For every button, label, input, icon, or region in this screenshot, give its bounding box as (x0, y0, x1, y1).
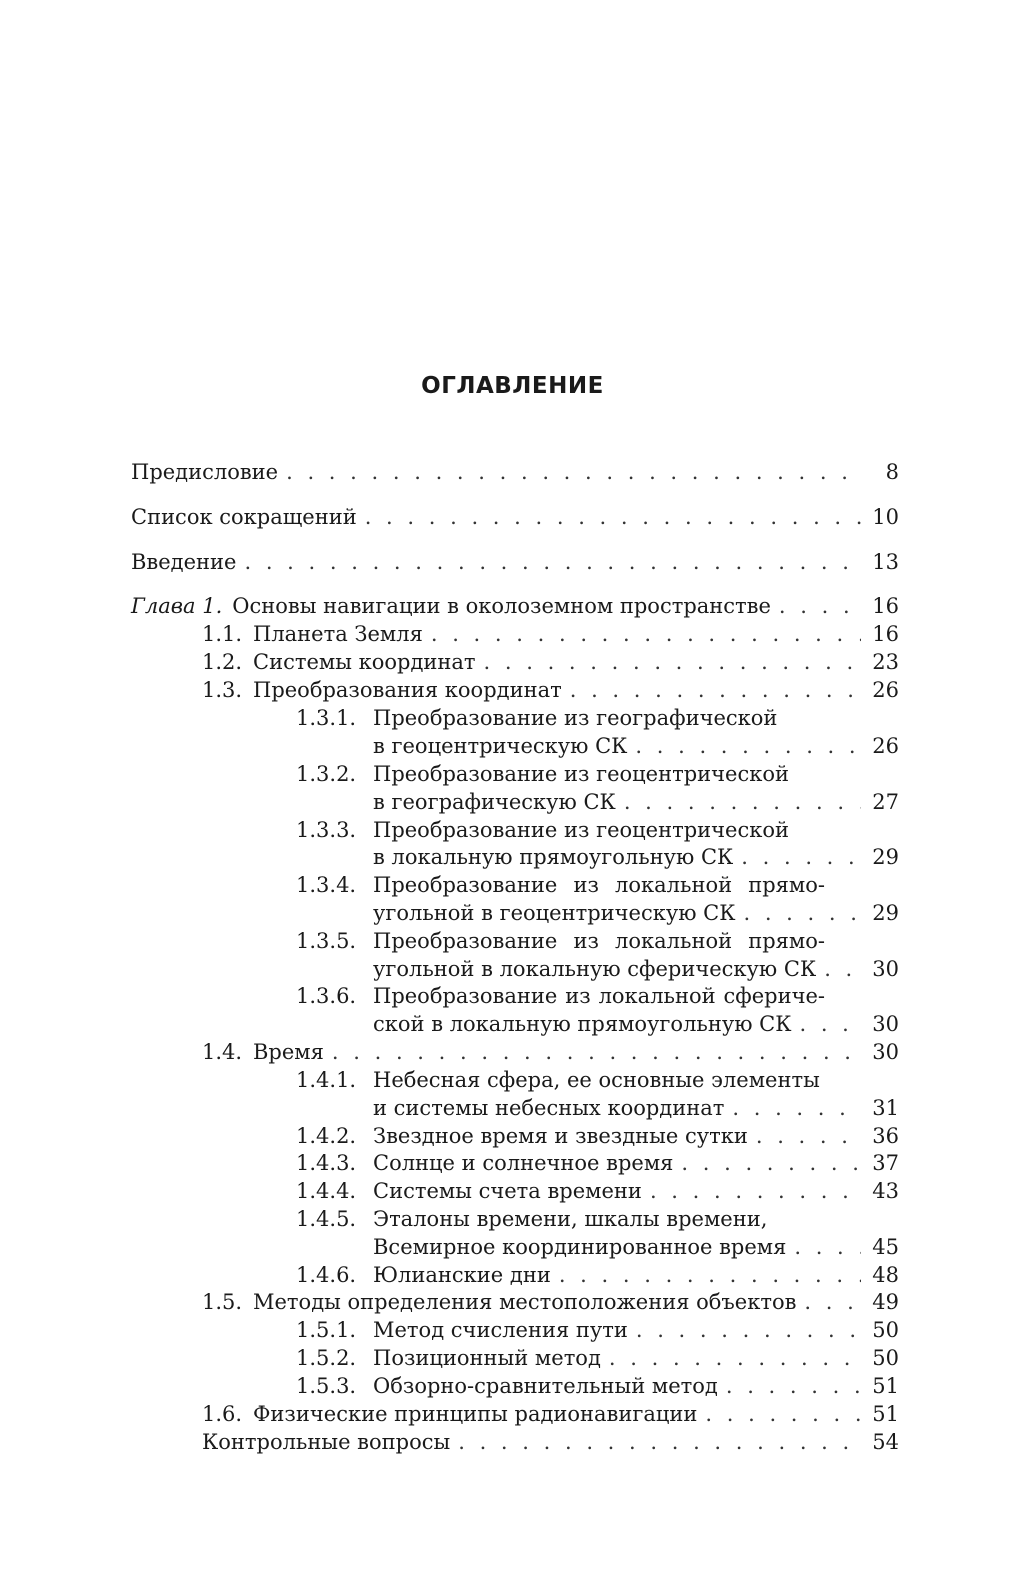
section-number: 1.3.2. (296, 762, 357, 786)
dot-leader (365, 503, 861, 531)
entry-title-continued: в геоцентрическую СК (373, 734, 628, 758)
toc-entry-1-1[interactable] (202, 620, 899, 648)
section-number: 1.4.4. (296, 1179, 357, 1203)
toc-entry-1-4-5-line2[interactable] (373, 1233, 899, 1261)
page-number: 45 (872, 1235, 899, 1259)
dot-leader (559, 1261, 861, 1289)
dot-leader (741, 843, 861, 871)
entry-title: Список сокращений (131, 505, 357, 529)
dot-leader (650, 1177, 861, 1205)
page-number: 16 (872, 622, 899, 646)
toc-entry-1-3-3-line1[interactable] (296, 816, 899, 844)
page-title: ОГЛАВЛЕНИЕ (421, 373, 604, 399)
toc-entry-1-5[interactable] (202, 1288, 899, 1316)
entry-title: Преобразования координат (253, 678, 562, 702)
toc-entry-1-3-2-line1[interactable] (296, 760, 899, 788)
page-number: 10 (872, 505, 899, 529)
dot-leader (458, 1428, 861, 1456)
dot-leader (705, 1400, 861, 1428)
entry-title: Преобразование из локальной сфериче- (373, 984, 825, 1008)
dot-leader (794, 1233, 861, 1261)
page-number: 30 (872, 957, 899, 981)
page-number: 29 (872, 901, 899, 925)
toc-entry-1-5-1[interactable] (296, 1316, 899, 1344)
toc-entry-1-3-6-line2[interactable] (373, 1010, 899, 1038)
toc-entry-1-4-4[interactable] (296, 1177, 899, 1205)
toc-entry-control-questions[interactable] (202, 1428, 899, 1456)
toc-entry-1-5-2[interactable] (296, 1344, 899, 1372)
entry-title: Солнце и солнечное время (373, 1151, 674, 1175)
page-number: 23 (872, 650, 899, 674)
entry-title: Введение (131, 550, 237, 574)
dot-leader (779, 592, 861, 620)
entry-title: Преобразование из локальной прямо- (373, 929, 825, 953)
entry-title: Преобразование из геоцентрической (373, 818, 789, 842)
entry-title: Основы навигации в околоземном пространстве (232, 594, 771, 618)
toc-entry-1-5-3[interactable] (296, 1372, 899, 1400)
section-number: 1.3.4. (296, 873, 357, 897)
page-number: 27 (872, 790, 899, 814)
toc-entry-1-4-2[interactable] (296, 1122, 899, 1150)
toc-entry-preface[interactable] (131, 458, 899, 486)
toc-entry-1-4-1-line2[interactable] (373, 1094, 899, 1122)
section-number: 1.6. (202, 1402, 243, 1426)
entry-title: Планета Земля (253, 622, 423, 646)
entry-title: Системы счета времени (373, 1179, 642, 1203)
entry-title: Преобразование из геоцентрической (373, 762, 789, 786)
toc-entry-1-4-1-line1[interactable] (296, 1066, 899, 1094)
toc-entry-1-3-1-line1[interactable] (296, 704, 899, 732)
dot-leader (635, 732, 861, 760)
toc-entry-1-3-5-line1[interactable] (296, 927, 899, 955)
page-number: 30 (872, 1040, 899, 1064)
entry-title: Позиционный метод (373, 1346, 601, 1370)
page-number: 43 (872, 1179, 899, 1203)
entry-title: Время (253, 1040, 324, 1064)
toc-entry-chapter-1[interactable] (131, 592, 899, 620)
toc-entry-1-3[interactable] (202, 676, 899, 704)
section-number: 1.4.5. (296, 1207, 357, 1231)
dot-leader (756, 1122, 861, 1150)
section-number: 1.3.5. (296, 929, 357, 953)
dot-leader (681, 1149, 861, 1177)
toc-entry-1-3-2-line2[interactable] (373, 788, 899, 816)
dot-leader (743, 899, 861, 927)
page-number: 8 (885, 460, 899, 484)
toc-entry-1-4-6[interactable] (296, 1261, 899, 1289)
dot-leader (732, 1094, 861, 1122)
entry-title: Эталоны времени, шкалы времени, (373, 1207, 768, 1231)
entry-title-continued: угольной в локальную сферическую СК (373, 957, 817, 981)
dot-leader (636, 1316, 861, 1344)
toc-entry-1-6[interactable] (202, 1400, 899, 1428)
section-number: 1.4.6. (296, 1263, 357, 1287)
page-number: 36 (872, 1124, 899, 1148)
page-number: 54 (872, 1430, 899, 1454)
dot-leader (570, 676, 861, 704)
toc-entry-1-3-4-line1[interactable] (296, 871, 899, 899)
section-number: 1.3.1. (296, 706, 357, 730)
dot-leader (804, 1288, 861, 1316)
entry-title-continued: Всемирное координированное время (373, 1235, 787, 1259)
section-number: 1.5.1. (296, 1318, 357, 1342)
section-number: 1.3.6. (296, 984, 357, 1008)
section-number: 1.4. (202, 1040, 243, 1064)
section-number: 1.1. (202, 622, 243, 646)
toc-entry-introduction[interactable] (131, 548, 899, 576)
entry-title: Системы координат (253, 650, 476, 674)
page-number: 30 (872, 1012, 899, 1036)
dot-leader (332, 1038, 861, 1066)
page-number: 37 (872, 1151, 899, 1175)
page-number: 48 (872, 1263, 899, 1287)
entry-title: Небесная сфера, ее основные элементы (373, 1068, 820, 1092)
section-number: 1.5. (202, 1290, 243, 1314)
section-number: 1.5.3. (296, 1374, 357, 1398)
dot-leader (624, 788, 861, 816)
entry-title-continued: и системы небесных координат (373, 1096, 725, 1120)
page-number: 26 (872, 734, 899, 758)
page-number: 49 (872, 1290, 899, 1314)
toc-entry-1-3-6-line1[interactable] (296, 982, 899, 1010)
dot-leader (484, 648, 861, 676)
toc-entry-abbreviations[interactable] (131, 503, 899, 531)
toc-entry-1-4-3[interactable] (296, 1149, 899, 1177)
section-number: 1.3.3. (296, 818, 357, 842)
toc-entry-1-3-5-line2[interactable] (373, 955, 899, 983)
chapter-label: Глава 1. (131, 594, 223, 618)
dot-leader (286, 458, 861, 486)
entry-title: Предисловие (131, 460, 279, 484)
toc-entry-1-3-1-line2[interactable] (373, 732, 899, 760)
dot-leader (799, 1010, 861, 1038)
page-number: 51 (872, 1402, 899, 1426)
dot-leader (244, 548, 861, 576)
entry-title-continued: в географическую СК (373, 790, 616, 814)
section-number: 1.5.2. (296, 1346, 357, 1370)
page-number: 16 (872, 594, 899, 618)
dot-leader (609, 1344, 861, 1372)
entry-title: Методы определения местоположения объектов (253, 1290, 797, 1314)
entry-title: Звездное время и звездные сутки (373, 1124, 748, 1148)
section-number: 1.4.1. (296, 1068, 357, 1092)
entry-title: Метод счисления пути (373, 1318, 628, 1342)
dot-leader (431, 620, 861, 648)
entry-title: Юлианские дни (373, 1263, 551, 1287)
entry-title: Контрольные вопросы (202, 1430, 451, 1454)
entry-title: Обзорно-сравнительный метод (373, 1374, 718, 1398)
entry-title-continued: ской в локальную прямоугольную СК (373, 1012, 792, 1036)
toc-entry-1-4[interactable] (202, 1038, 899, 1066)
page-number: 26 (872, 678, 899, 702)
page-number: 13 (872, 550, 899, 574)
entry-title: Преобразование из географической (373, 706, 778, 730)
dot-leader (824, 955, 861, 983)
page-number: 50 (872, 1318, 899, 1342)
entry-title-continued: в локальную прямоугольную СК (373, 845, 734, 869)
section-number: 1.3. (202, 678, 243, 702)
page-number: 50 (872, 1346, 899, 1370)
section-number: 1.4.2. (296, 1124, 357, 1148)
toc-entry-1-4-5-line1[interactable] (296, 1205, 899, 1233)
page-number: 29 (872, 845, 899, 869)
dot-leader (726, 1372, 861, 1400)
page-number: 51 (872, 1374, 899, 1398)
toc-entry-1-3-4-line2[interactable] (373, 899, 899, 927)
section-number: 1.4.3. (296, 1151, 357, 1175)
entry-title: Преобразование из локальной прямо- (373, 873, 825, 897)
toc-entry-1-2[interactable] (202, 648, 899, 676)
page-number: 31 (872, 1096, 899, 1120)
entry-title: Физические принципы радионавигации (253, 1402, 698, 1426)
section-number: 1.2. (202, 650, 243, 674)
toc-entry-1-3-3-line2[interactable] (373, 843, 899, 871)
entry-title-continued: угольной в геоцентрическую СК (373, 901, 736, 925)
